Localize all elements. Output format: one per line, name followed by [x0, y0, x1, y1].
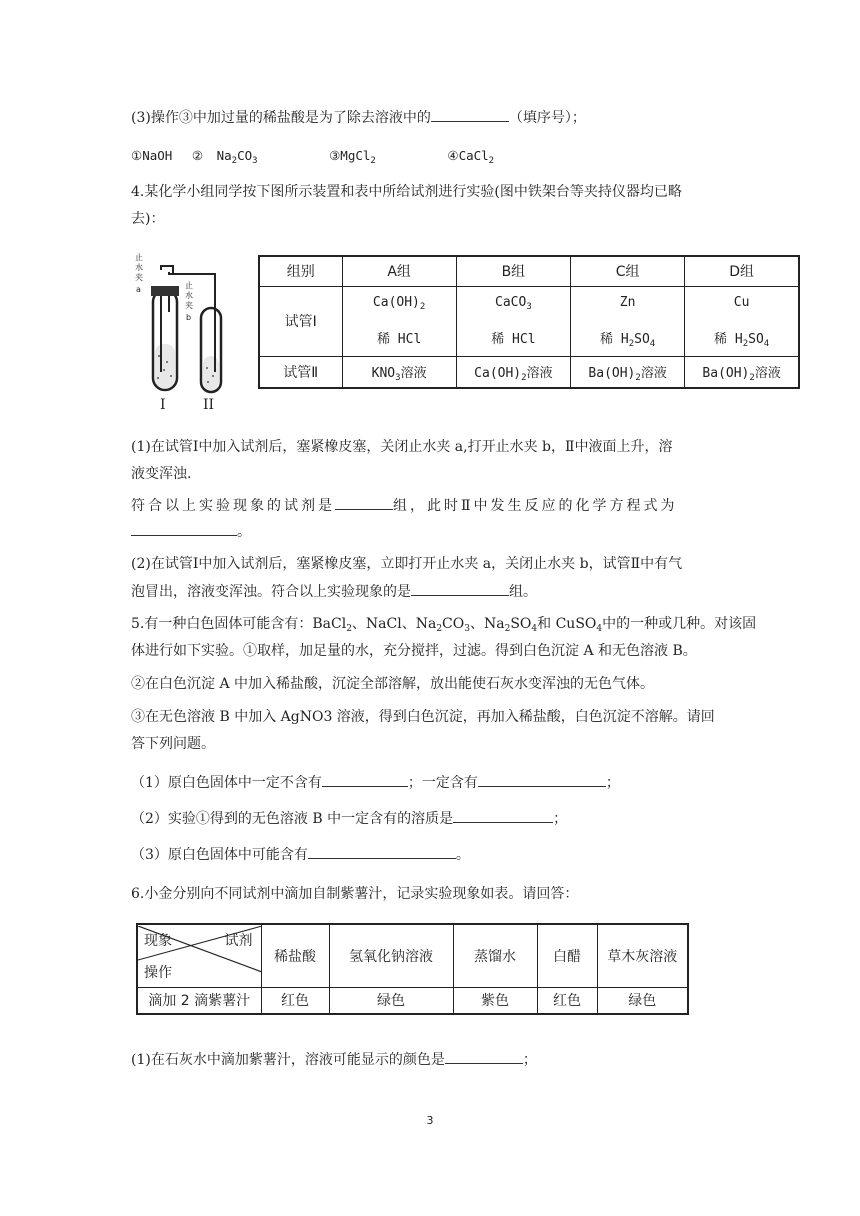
- option-2-num: ②: [191, 148, 204, 163]
- q5-part2: （2）实验①得到的无色溶液 B 中一定含有的溶质是 ；: [131, 808, 567, 829]
- tube-1-stopper: [151, 286, 179, 296]
- reagent-naoh: 氢氧化钠溶液: [329, 924, 453, 987]
- answer-blank[interactable]: [335, 495, 393, 510]
- color-ash: 绿色: [597, 987, 688, 1014]
- cell-a-tube2: $KNO_3$溶液: [342, 356, 456, 388]
- q6-stem: 6.小金分别向不同试剂中滴加自制紫薯汁，记录实验现象如表。请回答：: [131, 886, 579, 902]
- q4-part1-line4: 。: [131, 521, 251, 542]
- q4-part2-line2: 泡冒出，溶液变浑浊。符合以上实验现象的是 组。: [131, 581, 537, 602]
- row-label-drops: 滴加 2 滴紫薯汁: [137, 987, 261, 1014]
- cell-c-tube2: $Ba(OH)_2$溶液: [571, 356, 685, 388]
- diag-operation: 操作: [144, 964, 172, 981]
- q3-prefix: (3)操作③中加过量的稀盐酸是为了除去溶液中的: [131, 110, 431, 126]
- purple-potato-table: [136, 923, 689, 1015]
- color-water: 紫色: [453, 987, 537, 1014]
- diagonal-header-cell: [137, 924, 261, 987]
- header-c: C组: [571, 256, 685, 286]
- answer-blank[interactable]: [131, 521, 237, 536]
- svg-text:水: 水: [185, 291, 193, 300]
- q4-part1-line3: 符合以上实验现象的试剂是 组，此时Ⅱ中发生反应的化学方程式为: [131, 495, 678, 516]
- q5-line4: ③在无色溶液 B 中加入 AgNO3 溶液，得到白色沉淀，再加入稀盐酸，白色沉淀不溶解。请回: [131, 709, 715, 725]
- test-tube-apparatus: [131, 252, 249, 414]
- reagent-dilute-hcl: 稀盐酸: [261, 924, 329, 987]
- cell-a-tube1: $Ca(OH)_2$ 稀 HCl: [342, 286, 456, 356]
- option-4: ④CaCl$_2$: [447, 148, 495, 166]
- reagent-vinegar: 白醋: [537, 924, 597, 987]
- color-naoh: 绿色: [329, 987, 453, 1014]
- header-d: D组: [685, 256, 799, 286]
- answer-blank[interactable]: [478, 772, 606, 787]
- tube-2-liquid: [203, 356, 219, 390]
- header-b: B组: [456, 256, 570, 286]
- q3-suffix: （填序号）；: [508, 110, 586, 126]
- cell-b-tube1: CaCO$_3$ 稀 HCl: [456, 286, 570, 356]
- svg-text:夹: 夹: [185, 301, 193, 310]
- cell-c-tube1: Zn 稀 $H_2SO_4$: [571, 286, 685, 356]
- cell-b-tube2: $Ca(OH)_2$溶液: [456, 356, 570, 388]
- svg-text:夹: 夹: [135, 273, 143, 282]
- q4-stem-line2: 去)：: [131, 211, 165, 227]
- table-header-row: [259, 256, 799, 286]
- q5-line1: 5.有一种白色固体可能含有：BaCl$_2$、NaCl、$Na_2CO_3$、$Na_2SO_4$和 CuSO$_4$中的一种或几种。对该固: [131, 616, 757, 634]
- q4-part1-line2: 液变浑浊.: [131, 466, 192, 482]
- tube-2-label: II: [203, 397, 215, 413]
- tube-1-liquid: [155, 344, 175, 388]
- table-row-tube2: [259, 356, 799, 388]
- q3-options: [131, 146, 494, 166]
- clamp-a-char1: 止: [135, 253, 143, 262]
- tube-1-label: I: [160, 397, 166, 413]
- clamp-b-char1: 止: [185, 281, 193, 290]
- answer-blank[interactable]: [431, 107, 509, 122]
- reagent-ash: 草木灰溶液: [597, 924, 688, 987]
- q5-part3: （3）原白色固体中可能含有 。: [131, 844, 470, 865]
- cell-d-tube2: $Ba(OH)_2$溶液: [685, 356, 799, 388]
- option-1: ①NaOH: [131, 148, 173, 163]
- q5-line2: 体进行如下实验。①取样，加足量的水，充分搅拌，过滤。得到白色沉淀 A 和无色溶液 B。: [131, 643, 697, 659]
- cell-d-tube1: Cu 稀 $H_2SO_4$: [685, 286, 799, 356]
- diag-phenomenon: 现象: [144, 932, 172, 949]
- option-2: $Na_2CO_3$: [216, 148, 258, 166]
- table2-color-row: [137, 987, 688, 1014]
- table2-header-row: [137, 924, 688, 987]
- answer-blank[interactable]: [322, 772, 408, 787]
- apparatus-drawing: [131, 252, 249, 414]
- q4-part2-line1: (2)在试管Ⅰ中加入试剂后，塞紧橡皮塞，立即打开止水夹 a，关闭止水夹 b，试管Ⅱ中有气: [131, 556, 683, 572]
- row-label-tube2: 试管Ⅱ: [259, 356, 342, 388]
- q5-part1: （1）原白色固体中一定不含有 ；一定含有 ；: [131, 772, 620, 793]
- answer-blank[interactable]: [445, 1049, 523, 1064]
- option-3: ③MgCl$_2$: [329, 148, 376, 166]
- svg-text:水: 水: [135, 263, 143, 272]
- color-vinegar: 红色: [537, 987, 597, 1014]
- svg-text:a: a: [136, 285, 141, 294]
- header-a: A组: [342, 256, 456, 286]
- q4-stem-line1: 4.某化学小组同学按下图所示装置和表中所给试剂进行实验(图中铁架台等夹持仪器均已略: [131, 184, 682, 200]
- svg-text:b: b: [186, 313, 192, 322]
- diag-reagent: 试剂: [224, 932, 253, 949]
- header-group: 组别: [259, 256, 342, 286]
- color-hcl: 红色: [261, 987, 329, 1014]
- table-row-tube1: [259, 286, 799, 356]
- page-number: 3: [426, 1114, 434, 1127]
- q6-part1: (1)在石灰水中滴加紫薯汁，溶液可能显示的颜色是 ；: [131, 1049, 537, 1070]
- q4-part1-line1: (1)在试管Ⅰ中加入试剂后，塞紧橡皮塞，关闭止水夹 a,打开止水夹 b，Ⅱ中液面上升，溶: [131, 439, 673, 455]
- reagent-table: [258, 255, 800, 389]
- q5-line3: ②在白色沉淀 A 中加入稀盐酸，沉淀全部溶解，放出能使石灰水变浑浊的无色气体。: [131, 676, 655, 692]
- q5-line5: 答下列问题。: [131, 736, 215, 752]
- q3-sub-question: [131, 107, 586, 128]
- answer-blank[interactable]: [453, 808, 553, 823]
- answer-blank[interactable]: [308, 844, 456, 859]
- row-label-tube1: 试管Ⅰ: [259, 286, 342, 356]
- answer-blank[interactable]: [411, 581, 509, 596]
- reagent-water: 蒸馏水: [453, 924, 537, 987]
